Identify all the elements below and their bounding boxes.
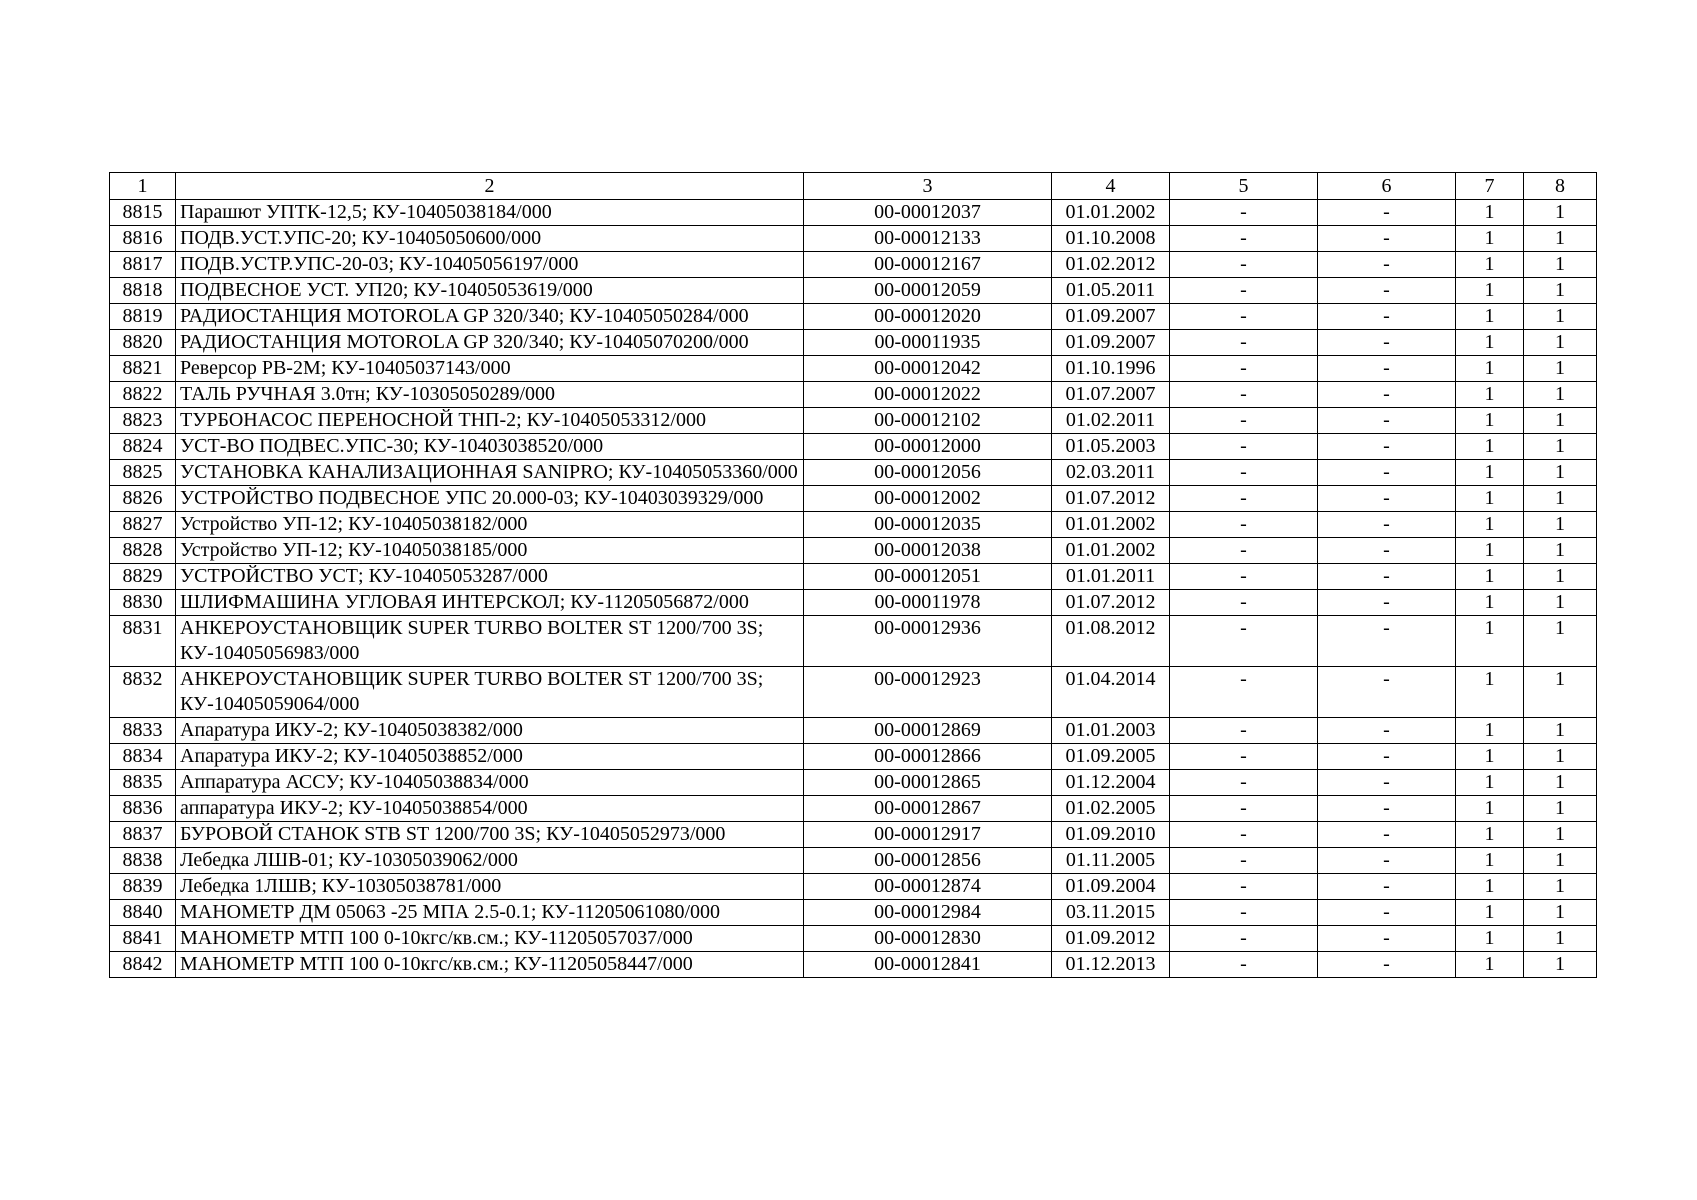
column-8-cell: 1 xyxy=(1524,460,1597,486)
row-number: 8840 xyxy=(110,900,176,926)
row-number: 8816 xyxy=(110,226,176,252)
table-row xyxy=(110,590,1597,616)
item-name: Реверсор РВ-2М; КУ-10405037143/000 xyxy=(176,356,804,382)
column-8-cell: 1 xyxy=(1524,900,1597,926)
column-6-cell: - xyxy=(1318,382,1456,408)
table-row xyxy=(110,770,1597,796)
inventory-code: 00-00012856 xyxy=(804,848,1052,874)
column-5-cell: - xyxy=(1170,822,1318,848)
column-6-cell: - xyxy=(1318,330,1456,356)
column-7-cell: 1 xyxy=(1456,744,1524,770)
table-row xyxy=(110,900,1597,926)
column-8-cell: 1 xyxy=(1524,796,1597,822)
item-name: Устройство УП-12; КУ-10405038182/000 xyxy=(176,512,804,538)
table-row xyxy=(110,304,1597,330)
table-row xyxy=(110,616,1597,667)
inventory-code: 00-00012923 xyxy=(804,667,1052,718)
column-6-cell: - xyxy=(1318,926,1456,952)
column-5-cell: - xyxy=(1170,848,1318,874)
inventory-code: 00-00012167 xyxy=(804,252,1052,278)
row-number: 8836 xyxy=(110,796,176,822)
date-cell: 01.05.2003 xyxy=(1052,434,1170,460)
column-7-cell: 1 xyxy=(1456,382,1524,408)
column-8-cell: 1 xyxy=(1524,408,1597,434)
row-number: 8830 xyxy=(110,590,176,616)
table-row xyxy=(110,744,1597,770)
item-name: Апаратура ИКУ-2; КУ-10405038852/000 xyxy=(176,744,804,770)
column-7-cell: 1 xyxy=(1456,356,1524,382)
item-name: РАДИОСТАНЦИЯ MOTOROLA GP 320/340; КУ-10405070200/000 xyxy=(176,330,804,356)
column-5-cell: - xyxy=(1170,952,1318,978)
row-number: 8828 xyxy=(110,538,176,564)
column-7-cell: 1 xyxy=(1456,200,1524,226)
column-8-cell: 1 xyxy=(1524,330,1597,356)
date-cell: 01.02.2012 xyxy=(1052,252,1170,278)
row-number: 8837 xyxy=(110,822,176,848)
table-row xyxy=(110,278,1597,304)
date-cell: 01.07.2007 xyxy=(1052,382,1170,408)
date-cell: 01.02.2011 xyxy=(1052,408,1170,434)
date-cell: 01.12.2013 xyxy=(1052,952,1170,978)
row-number: 8825 xyxy=(110,460,176,486)
item-name: Аппаратура АССУ; КУ-10405038834/000 xyxy=(176,770,804,796)
column-5-cell: - xyxy=(1170,226,1318,252)
item-name: ТУРБОНАСОС ПЕРЕНОСНОЙ ТНП-2; КУ-10405053312/000 xyxy=(176,408,804,434)
inventory-code: 00-00012037 xyxy=(804,200,1052,226)
row-number: 8841 xyxy=(110,926,176,952)
item-name: Апаратура ИКУ-2; КУ-10405038382/000 xyxy=(176,718,804,744)
date-cell: 01.09.2007 xyxy=(1052,330,1170,356)
column-5-cell: - xyxy=(1170,200,1318,226)
table-row xyxy=(110,226,1597,252)
inventory-code: 00-00012866 xyxy=(804,744,1052,770)
item-name: МАНОМЕТР МТП 100 0-10кгс/кв.см.; КУ-11205057037/000 xyxy=(176,926,804,952)
row-number: 8835 xyxy=(110,770,176,796)
item-name: Лебедка ЛШВ-01; КУ-10305039062/000 xyxy=(176,848,804,874)
date-cell: 01.10.1996 xyxy=(1052,356,1170,382)
row-number: 8829 xyxy=(110,564,176,590)
row-number: 8818 xyxy=(110,278,176,304)
inventory-code: 00-00012000 xyxy=(804,434,1052,460)
column-8-cell: 1 xyxy=(1524,926,1597,952)
row-number: 8823 xyxy=(110,408,176,434)
column-7-cell: 1 xyxy=(1456,460,1524,486)
column-8-cell: 1 xyxy=(1524,952,1597,978)
column-5-cell: - xyxy=(1170,382,1318,408)
inventory-code: 00-00012056 xyxy=(804,460,1052,486)
column-7-cell: 1 xyxy=(1456,304,1524,330)
item-name: ПОДВ.УСТР.УПС-20-03; КУ-10405056197/000 xyxy=(176,252,804,278)
column-6-cell: - xyxy=(1318,512,1456,538)
column-6-cell: - xyxy=(1318,796,1456,822)
column-7-cell: 1 xyxy=(1456,512,1524,538)
column-5-cell: - xyxy=(1170,304,1318,330)
row-number: 8838 xyxy=(110,848,176,874)
column-8-cell: 1 xyxy=(1524,512,1597,538)
column-6-cell: - xyxy=(1318,434,1456,460)
column-7-cell: 1 xyxy=(1456,667,1524,718)
column-6-cell: - xyxy=(1318,278,1456,304)
inventory-code: 00-00012936 xyxy=(804,616,1052,667)
column-7-cell: 1 xyxy=(1456,926,1524,952)
table-row xyxy=(110,330,1597,356)
column-header: 8 xyxy=(1524,173,1597,200)
column-5-cell: - xyxy=(1170,667,1318,718)
item-name: Устройство УП-12; КУ-10405038185/000 xyxy=(176,538,804,564)
date-cell: 01.04.2014 xyxy=(1052,667,1170,718)
row-number: 8839 xyxy=(110,874,176,900)
item-name: Лебедка 1ЛШВ; КУ-10305038781/000 xyxy=(176,874,804,900)
column-7-cell: 1 xyxy=(1456,226,1524,252)
column-6-cell: - xyxy=(1318,252,1456,278)
item-name: УСТРОЙСТВО ПОДВЕСНОЕ УПС 20.000-03; КУ-10403039329/000 xyxy=(176,486,804,512)
date-cell: 01.02.2005 xyxy=(1052,796,1170,822)
column-6-cell: - xyxy=(1318,616,1456,667)
table-row xyxy=(110,434,1597,460)
column-5-cell: - xyxy=(1170,616,1318,667)
date-cell: 01.09.2004 xyxy=(1052,874,1170,900)
date-cell: 01.01.2002 xyxy=(1052,538,1170,564)
column-header: 7 xyxy=(1456,173,1524,200)
item-name: МАНОМЕТР ДМ 05063 -25 МПА 2.5-0.1; КУ-11205061080/000 xyxy=(176,900,804,926)
column-6-cell: - xyxy=(1318,744,1456,770)
column-8-cell: 1 xyxy=(1524,848,1597,874)
column-header: 1 xyxy=(110,173,176,200)
date-cell: 01.09.2010 xyxy=(1052,822,1170,848)
date-cell: 01.07.2012 xyxy=(1052,486,1170,512)
item-name: ТАЛЬ РУЧНАЯ 3.0тн; КУ-10305050289/000 xyxy=(176,382,804,408)
column-8-cell: 1 xyxy=(1524,252,1597,278)
item-name: БУРОВОЙ СТАНОК STB ST 1200/700 3S; КУ-10405052973/000 xyxy=(176,822,804,848)
column-7-cell: 1 xyxy=(1456,770,1524,796)
column-8-cell: 1 xyxy=(1524,434,1597,460)
column-6-cell: - xyxy=(1318,460,1456,486)
column-6-cell: - xyxy=(1318,718,1456,744)
item-name: МАНОМЕТР МТП 100 0-10кгс/кв.см.; КУ-11205058447/000 xyxy=(176,952,804,978)
column-7-cell: 1 xyxy=(1456,590,1524,616)
item-name: УСТАНОВКА КАНАЛИЗАЦИОННАЯ SANIPRO; КУ-10405053360/000 xyxy=(176,460,804,486)
table-row xyxy=(110,460,1597,486)
column-7-cell: 1 xyxy=(1456,434,1524,460)
column-5-cell: - xyxy=(1170,434,1318,460)
column-6-cell: - xyxy=(1318,304,1456,330)
column-5-cell: - xyxy=(1170,356,1318,382)
column-6-cell: - xyxy=(1318,486,1456,512)
date-cell: 01.09.2007 xyxy=(1052,304,1170,330)
table-row xyxy=(110,356,1597,382)
row-number: 8820 xyxy=(110,330,176,356)
inventory-code: 00-00012917 xyxy=(804,822,1052,848)
column-6-cell: - xyxy=(1318,952,1456,978)
inventory-code: 00-00012042 xyxy=(804,356,1052,382)
column-8-cell: 1 xyxy=(1524,538,1597,564)
row-number: 8821 xyxy=(110,356,176,382)
column-8-cell: 1 xyxy=(1524,564,1597,590)
inventory-code: 00-00012102 xyxy=(804,408,1052,434)
column-8-cell: 1 xyxy=(1524,486,1597,512)
column-header: 5 xyxy=(1170,173,1318,200)
column-8-cell: 1 xyxy=(1524,356,1597,382)
column-8-cell: 1 xyxy=(1524,304,1597,330)
row-number: 8819 xyxy=(110,304,176,330)
date-cell: 01.09.2005 xyxy=(1052,744,1170,770)
column-7-cell: 1 xyxy=(1456,718,1524,744)
column-6-cell: - xyxy=(1318,538,1456,564)
column-8-cell: 1 xyxy=(1524,874,1597,900)
inventory-code: 00-00012874 xyxy=(804,874,1052,900)
inventory-code: 00-00012867 xyxy=(804,796,1052,822)
table-row xyxy=(110,667,1597,718)
column-5-cell: - xyxy=(1170,770,1318,796)
table-body xyxy=(110,200,1597,978)
column-7-cell: 1 xyxy=(1456,874,1524,900)
column-6-cell: - xyxy=(1318,408,1456,434)
column-6-cell: - xyxy=(1318,200,1456,226)
column-5-cell: - xyxy=(1170,408,1318,434)
row-number: 8842 xyxy=(110,952,176,978)
inventory-code: 00-00011978 xyxy=(804,590,1052,616)
column-7-cell: 1 xyxy=(1456,900,1524,926)
table-row xyxy=(110,382,1597,408)
table-row xyxy=(110,252,1597,278)
column-6-cell: - xyxy=(1318,226,1456,252)
column-8-cell: 1 xyxy=(1524,590,1597,616)
table-row xyxy=(110,718,1597,744)
inventory-code: 00-00012841 xyxy=(804,952,1052,978)
inventory-code: 00-00012020 xyxy=(804,304,1052,330)
column-6-cell: - xyxy=(1318,822,1456,848)
column-5-cell: - xyxy=(1170,874,1318,900)
table-row xyxy=(110,926,1597,952)
column-8-cell: 1 xyxy=(1524,667,1597,718)
inventory-code: 00-00012984 xyxy=(804,900,1052,926)
column-7-cell: 1 xyxy=(1456,252,1524,278)
table-row xyxy=(110,822,1597,848)
item-name: АНКЕРОУСТАНОВЩИК SUPER TURBO BOLTER ST 1200/700 3S; КУ-10405056983/000 xyxy=(176,616,804,667)
item-name: АНКЕРОУСТАНОВЩИК SUPER TURBO BOLTER ST 1200/700 3S; КУ-10405059064/000 xyxy=(176,667,804,718)
column-5-cell: - xyxy=(1170,538,1318,564)
column-7-cell: 1 xyxy=(1456,278,1524,304)
column-7-cell: 1 xyxy=(1456,564,1524,590)
item-name: ПОДВ.УСТ.УПС-20; КУ-10405050600/000 xyxy=(176,226,804,252)
column-5-cell: - xyxy=(1170,926,1318,952)
table-header-row xyxy=(110,173,1597,200)
column-7-cell: 1 xyxy=(1456,848,1524,874)
date-cell: 01.12.2004 xyxy=(1052,770,1170,796)
date-cell: 01.08.2012 xyxy=(1052,616,1170,667)
column-header: 4 xyxy=(1052,173,1170,200)
row-number: 8824 xyxy=(110,434,176,460)
date-cell: 01.09.2012 xyxy=(1052,926,1170,952)
inventory-code: 00-00012133 xyxy=(804,226,1052,252)
column-5-cell: - xyxy=(1170,460,1318,486)
date-cell: 01.01.2002 xyxy=(1052,200,1170,226)
column-header: 6 xyxy=(1318,173,1456,200)
date-cell: 03.11.2015 xyxy=(1052,900,1170,926)
column-5-cell: - xyxy=(1170,900,1318,926)
column-7-cell: 1 xyxy=(1456,822,1524,848)
column-5-cell: - xyxy=(1170,512,1318,538)
column-5-cell: - xyxy=(1170,590,1318,616)
table-row xyxy=(110,408,1597,434)
row-number: 8815 xyxy=(110,200,176,226)
inventory-code: 00-00012038 xyxy=(804,538,1052,564)
column-5-cell: - xyxy=(1170,252,1318,278)
item-name: Парашют УПТК-12,5; КУ-10405038184/000 xyxy=(176,200,804,226)
table-row xyxy=(110,952,1597,978)
date-cell: 02.03.2011 xyxy=(1052,460,1170,486)
row-number: 8827 xyxy=(110,512,176,538)
table-row xyxy=(110,848,1597,874)
row-number: 8822 xyxy=(110,382,176,408)
column-7-cell: 1 xyxy=(1456,616,1524,667)
column-6-cell: - xyxy=(1318,848,1456,874)
inventory-table xyxy=(109,172,1597,978)
item-name: ШЛИФМАШИНА УГЛОВАЯ ИНТЕРСКОЛ; КУ-11205056872/000 xyxy=(176,590,804,616)
inventory-code: 00-00012830 xyxy=(804,926,1052,952)
column-7-cell: 1 xyxy=(1456,952,1524,978)
inventory-code: 00-00012022 xyxy=(804,382,1052,408)
column-8-cell: 1 xyxy=(1524,200,1597,226)
column-8-cell: 1 xyxy=(1524,226,1597,252)
column-5-cell: - xyxy=(1170,278,1318,304)
column-6-cell: - xyxy=(1318,667,1456,718)
column-5-cell: - xyxy=(1170,718,1318,744)
column-6-cell: - xyxy=(1318,874,1456,900)
column-5-cell: - xyxy=(1170,564,1318,590)
item-name: аппаратура ИКУ-2; КУ-10405038854/000 xyxy=(176,796,804,822)
row-number: 8831 xyxy=(110,616,176,667)
item-name: УСТРОЙСТВО УСТ; КУ-10405053287/000 xyxy=(176,564,804,590)
table-row xyxy=(110,486,1597,512)
column-5-cell: - xyxy=(1170,744,1318,770)
row-number: 8826 xyxy=(110,486,176,512)
column-7-cell: 1 xyxy=(1456,796,1524,822)
column-8-cell: 1 xyxy=(1524,382,1597,408)
date-cell: 01.05.2011 xyxy=(1052,278,1170,304)
column-8-cell: 1 xyxy=(1524,744,1597,770)
inventory-code: 00-00011935 xyxy=(804,330,1052,356)
date-cell: 01.01.2003 xyxy=(1052,718,1170,744)
column-7-cell: 1 xyxy=(1456,486,1524,512)
row-number: 8832 xyxy=(110,667,176,718)
column-6-cell: - xyxy=(1318,900,1456,926)
inventory-code: 00-00012035 xyxy=(804,512,1052,538)
row-number: 8817 xyxy=(110,252,176,278)
column-6-cell: - xyxy=(1318,590,1456,616)
row-number: 8834 xyxy=(110,744,176,770)
column-8-cell: 1 xyxy=(1524,822,1597,848)
date-cell: 01.07.2012 xyxy=(1052,590,1170,616)
date-cell: 01.11.2005 xyxy=(1052,848,1170,874)
column-5-cell: - xyxy=(1170,486,1318,512)
row-number: 8833 xyxy=(110,718,176,744)
column-8-cell: 1 xyxy=(1524,616,1597,667)
item-name: УСТ-ВО ПОДВЕС.УПС-30; КУ-10403038520/000 xyxy=(176,434,804,460)
inventory-code: 00-00012002 xyxy=(804,486,1052,512)
date-cell: 01.01.2011 xyxy=(1052,564,1170,590)
inventory-code: 00-00012869 xyxy=(804,718,1052,744)
inventory-code: 00-00012865 xyxy=(804,770,1052,796)
column-5-cell: - xyxy=(1170,796,1318,822)
date-cell: 01.10.2008 xyxy=(1052,226,1170,252)
column-7-cell: 1 xyxy=(1456,330,1524,356)
table-row xyxy=(110,512,1597,538)
column-5-cell: - xyxy=(1170,330,1318,356)
column-8-cell: 1 xyxy=(1524,770,1597,796)
inventory-code: 00-00012059 xyxy=(804,278,1052,304)
column-6-cell: - xyxy=(1318,564,1456,590)
table-row xyxy=(110,538,1597,564)
column-header: 3 xyxy=(804,173,1052,200)
table-row xyxy=(110,564,1597,590)
table-row xyxy=(110,796,1597,822)
item-name: ПОДВЕСНОЕ УСТ. УП20; КУ-10405053619/000 xyxy=(176,278,804,304)
column-6-cell: - xyxy=(1318,356,1456,382)
column-7-cell: 1 xyxy=(1456,538,1524,564)
item-name: РАДИОСТАНЦИЯ MOTOROLA GP 320/340; КУ-10405050284/000 xyxy=(176,304,804,330)
table-row xyxy=(110,874,1597,900)
column-8-cell: 1 xyxy=(1524,718,1597,744)
date-cell: 01.01.2002 xyxy=(1052,512,1170,538)
inventory-code: 00-00012051 xyxy=(804,564,1052,590)
table-row xyxy=(110,200,1597,226)
column-8-cell: 1 xyxy=(1524,278,1597,304)
column-6-cell: - xyxy=(1318,770,1456,796)
column-7-cell: 1 xyxy=(1456,408,1524,434)
column-header: 2 xyxy=(176,173,804,200)
